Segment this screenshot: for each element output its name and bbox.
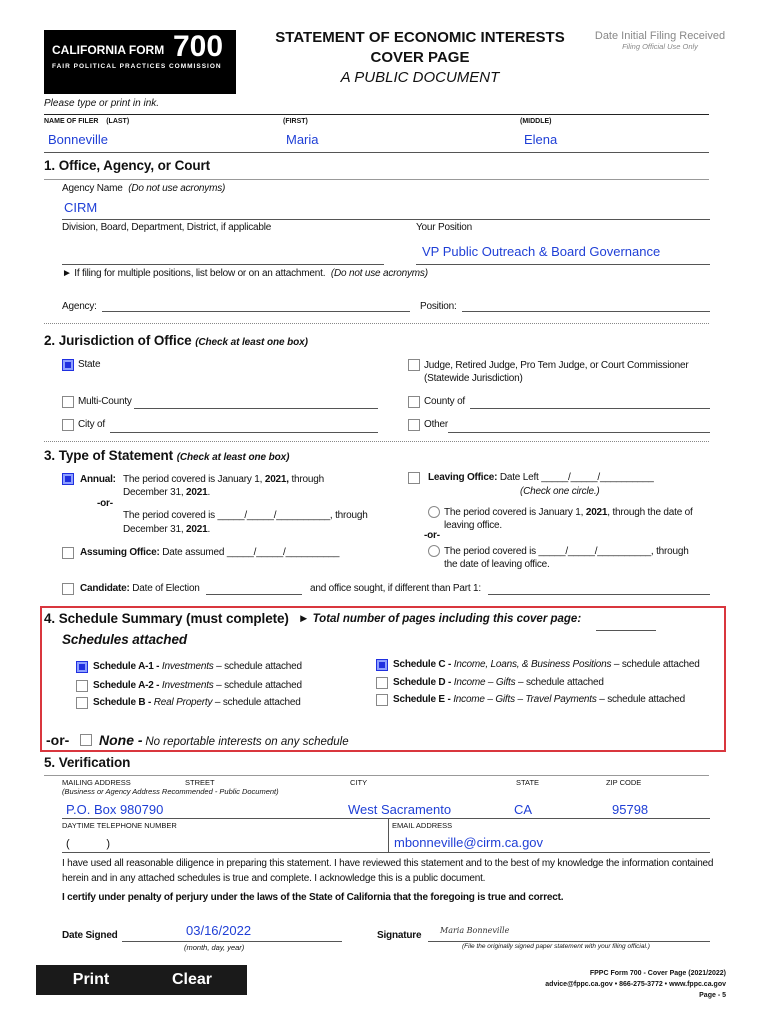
office-sought-label: and office sought, if different than Part 1: [310,583,481,594]
none-label: None - No reportable interests on any schedule [99,732,349,748]
position-field[interactable]: VP Public Outreach & Board Governance [422,244,661,259]
perjury-statement: I certify under penalty of perjury under the laws of the State of California that the foregoing is true and correct. [62,892,564,903]
other-label: Other [424,419,449,430]
leaving-office-text: Leaving Office: Date Left _____/_____/__________ [428,472,654,483]
judge-label: Judge, Retired Judge, Pro Tem Judge, or Court Commissioner (Statewide Jurisdiction) [424,360,689,384]
agency-name: FAIR POLITICAL PRACTICES COMMISSION [52,63,222,70]
assuming-office-text: Assuming Office: Date assumed _____/_____/__________ [80,547,340,558]
label-last-name: NAME OF FILER (LAST) [44,118,130,125]
footer [440,968,726,1001]
label-middle-name: (MIDDLE) [520,118,552,125]
leaving-office-checkbox[interactable] [408,472,420,484]
none-checkbox[interactable] [80,734,92,746]
election-date-field[interactable] [206,594,302,595]
schedule-a2-checkbox[interactable] [76,680,88,692]
last-name-field[interactable]: Bonneville [48,132,108,147]
schedule-d-checkbox[interactable] [376,677,388,689]
first-name-field[interactable]: Maria [286,132,319,147]
multi-county-label: Multi-County [78,396,132,407]
schedule-a1-label: Schedule A-1 - Investments – schedule attached [93,661,302,672]
total-pages-field[interactable] [596,630,656,631]
section-2-title: 2. Jurisdiction of Office (Check at least one box) [44,333,308,348]
signature-hint: (File the originally signed paper statement with your filing official.) [462,943,650,950]
county-field[interactable] [470,408,710,409]
schedule-c-checkbox[interactable] [376,659,388,671]
form-number: 700 [173,30,224,63]
city-label-5: CITY [350,778,368,787]
county-checkbox[interactable] [408,396,420,408]
zip-label: ZIP CODE [606,778,642,787]
leaving-option-1-text: The period covered is January 1, 2021, through the date of leaving office. [444,507,693,531]
annual-checkbox[interactable] [62,473,74,485]
your-position-label: Your Position [416,222,472,233]
judge-checkbox[interactable] [408,359,420,371]
city-field-5[interactable]: West Sacramento [348,802,452,817]
schedule-b-checkbox[interactable] [76,697,88,709]
signature-image: Maria Bonneville [440,926,510,935]
schedule-e-label: Schedule E - Income – Gifts – Travel Payments – schedule attached [393,694,685,705]
zip-field[interactable]: 95798 [612,802,649,817]
date-signed-label: Date Signed [62,930,118,941]
mailing-note: (Business or Agency Address Recommended - Public Document) [62,787,279,796]
agency-2-label: Agency: [62,301,97,312]
division-label: Division, Board, Department, District, if applicable [62,222,272,233]
annual-text: Annual: The period covered is January 1, 2021, through December 31, 2021. -or- The period covered is _____/_____/__________, through December 31, 2021. [80,474,368,535]
date-signed-field[interactable]: 03/16/2022 [186,923,252,938]
position-2-label: Position: [420,301,457,312]
city-field[interactable] [110,432,378,433]
phone-field[interactable]: ( ) [66,838,110,850]
county-label: County of [424,396,466,407]
ink-instructions: Please type or print in ink. [44,98,160,109]
street-field[interactable]: P.O. Box 980790 [66,802,164,817]
check-one-note: (Check one circle.) [520,486,600,497]
assuming-office-checkbox[interactable] [62,547,74,559]
footer-page: Page - 5 [699,992,726,999]
form-label: CALIFORNIA FORM [52,43,165,57]
clear-button[interactable]: Clear [137,965,247,995]
schedule-e-checkbox[interactable] [376,694,388,706]
state-label: State [78,359,101,370]
diligence-statement: I have used all reasonable diligence in preparing this statement. I have reviewed this statement and to the best of my knowledge the information contained herein and in any attached schedules is true and complete. I acknowledge this is a public document. [62,858,714,884]
print-button[interactable]: Print [36,965,146,995]
multi-county-field[interactable] [134,408,378,409]
office-sought-field[interactable] [488,594,710,595]
signature-label: Signature [377,930,422,941]
candidate-label: Candidate: Date of Election [80,583,200,594]
vertical-divider [388,818,389,852]
section-4-title: 4. Schedule Summary (must complete) [44,611,289,626]
street-label: STREET [185,778,215,787]
label-first-name: (FIRST) [283,118,308,125]
form-title: STATEMENT OF ECONOMIC INTERESTS COVER PAGE A PUBLIC DOCUMENT [275,29,565,86]
phone-label: DAYTIME TELEPHONE NUMBER [62,821,177,830]
schedule-d-label: Schedule D - Income – Gifts – schedule attached [393,677,604,688]
city-checkbox[interactable] [62,419,74,431]
position-2-field[interactable] [462,311,710,312]
mailing-address-label: MAILING ADDRESS [62,778,131,787]
other-field[interactable] [448,432,710,433]
section-5-title: 5. Verification [44,755,131,770]
state-field-5[interactable]: CA [514,802,533,817]
other-checkbox[interactable] [408,419,420,431]
leaving-option-1-radio[interactable] [428,506,440,518]
candidate-checkbox[interactable] [62,583,74,595]
multiple-positions-note: ► If filing for multiple positions, list below or on an attachment. (Do not use acronyms) [62,268,428,279]
filing-stamp: Date Initial Filing Received Filing Official Use Only [594,30,726,51]
schedule-a2-label: Schedule A-2 - Investments – schedule attached [93,680,302,691]
middle-name-field[interactable]: Elena [524,132,558,147]
schedule-c-label: Schedule C - Income, Loans, & Business Positions – schedule attached [393,659,700,670]
leaving-option-2-text: The period covered is _____/_____/__________, through the date of leaving office. [444,546,689,570]
section-1-title: 1. Office, Agency, or Court [44,158,211,173]
schedules-attached-title: Schedules attached [62,632,187,647]
date-hint: (month, day, year) [184,943,245,952]
city-label: City of [78,419,105,430]
total-pages-label: ► Total number of pages including this cover page: [298,613,582,625]
schedule-a1-checkbox[interactable] [76,661,88,673]
none-or: -or- [46,732,70,748]
footer-form-id: FPPC Form 700 - Cover Page (2021/2022) [589,970,726,977]
multi-county-checkbox[interactable] [62,396,74,408]
schedule-b-label: Schedule B - Real Property – schedule attached [93,697,301,708]
email-label: EMAIL ADDRESS [392,821,453,830]
agency-2-field[interactable] [102,311,410,312]
state-label-5: STATE [516,778,540,787]
leaving-or: -or- [424,530,440,541]
leaving-option-2-radio[interactable] [428,545,440,557]
email-field[interactable]: mbonneville@cirm.ca.gov [394,835,544,850]
section-3-title: 3. Type of Statement (Check at least one box) [44,448,290,463]
agency-name-field[interactable]: CIRM [64,200,98,215]
footer-contact: advice@fppc.ca.gov • 866-275-3772 • www.fppc.ca.gov [545,981,726,988]
agency-name-label: Agency Name (Do not use acronyms) [62,183,226,194]
form-badge [44,30,236,94]
state-checkbox[interactable] [62,359,74,371]
